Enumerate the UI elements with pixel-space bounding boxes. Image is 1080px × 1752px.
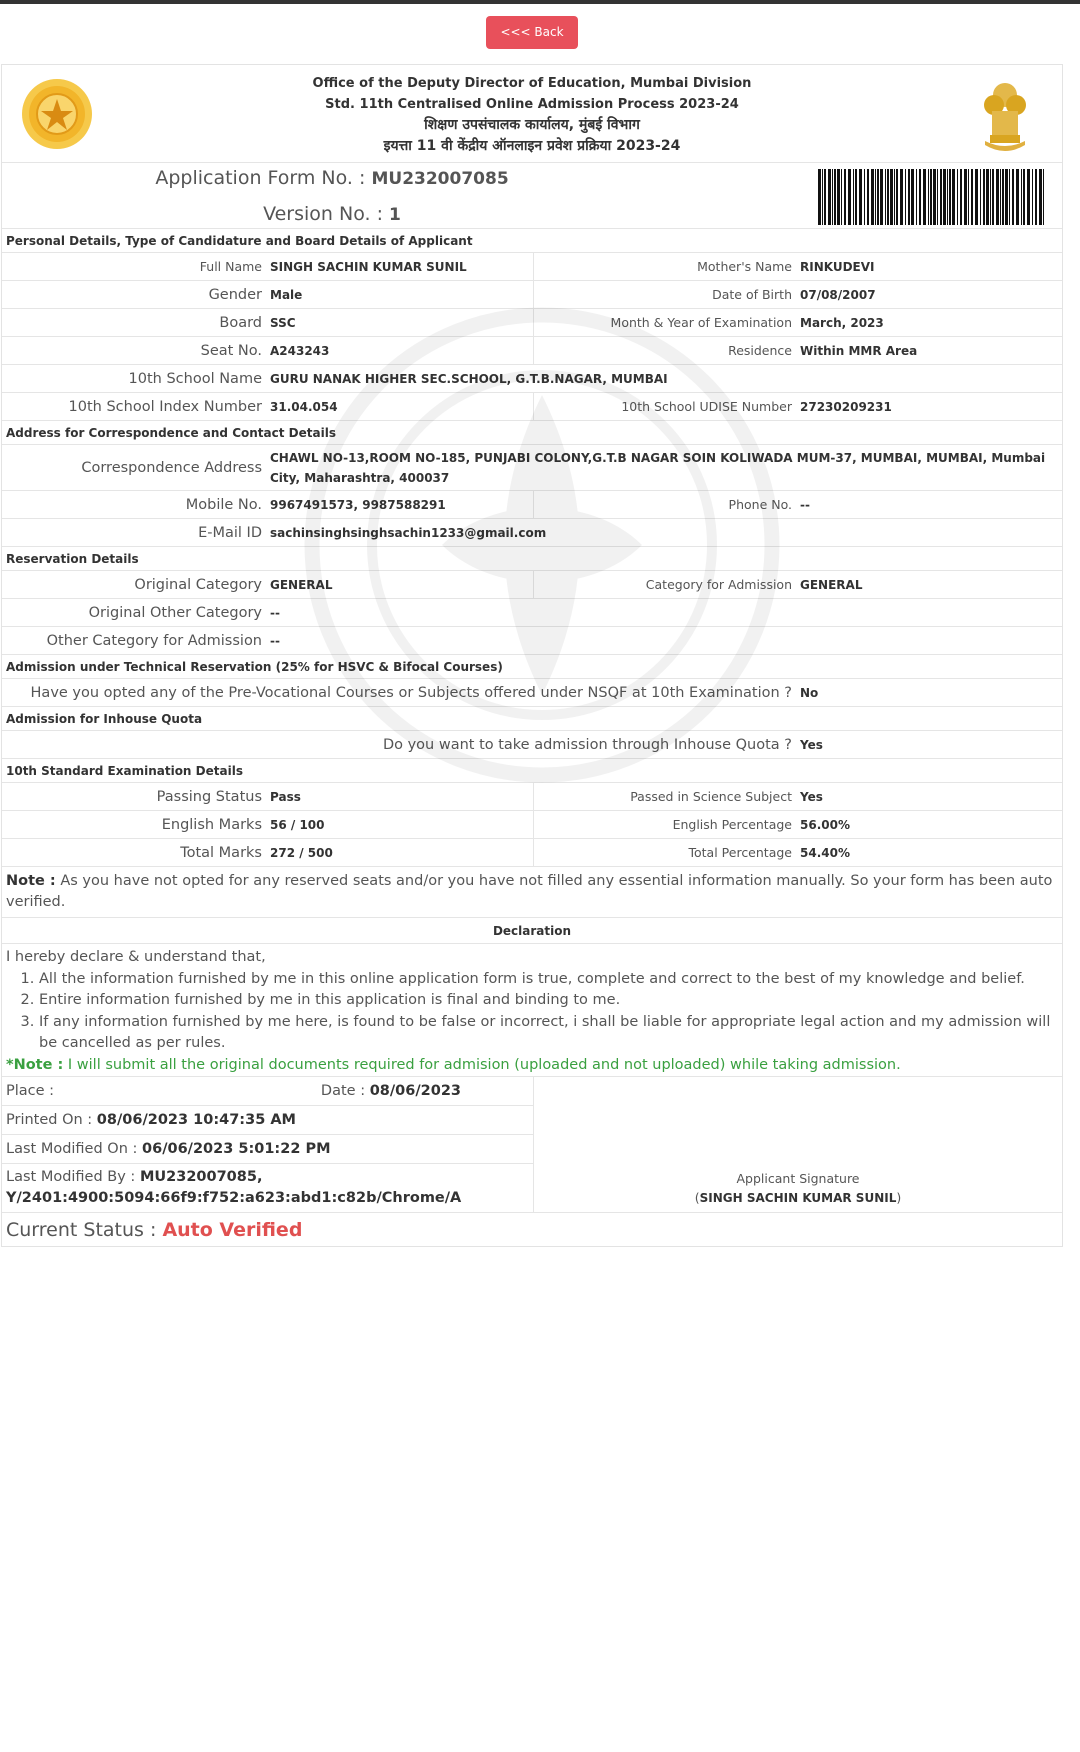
other-admission-label: Other Category for Admission [46,632,262,649]
declaration-list [6,969,1058,1055]
other-admission-value: -- [270,633,280,648]
section-technical: Admission under Technical Reservation (25% for HSVC & Bifocal Courses) [2,655,1062,679]
total-percentage-value: 54.40% [800,845,850,860]
note-label: Note : [6,873,56,889]
total-marks-label: Total Marks [180,844,262,861]
row-address [2,445,1062,491]
header-line-2: Std. 11th Centralised Online Admission Process 2023-24 [325,96,739,112]
english-percentage-value: 56.00% [800,817,850,832]
modified-by-label: Last Modified By : [6,1169,136,1185]
documents-note [6,1055,1058,1077]
back-bar [0,16,1064,49]
row-inhouse [2,731,1062,759]
mother-name-label: Mother's Name [697,259,792,274]
section-reservation: Reservation Details [2,547,1062,571]
mobile-value: 9967491573, 9987588291 [268,491,534,518]
gender-value: Male [268,281,534,308]
passing-status-value: Pass [268,783,534,810]
phone-value: -- [800,497,810,512]
original-other-category-label: Original Other Category [88,604,262,621]
row-school [2,365,1062,393]
row-index [2,393,1062,421]
full-name-label: Full Name [199,259,262,274]
auto-verified-note [2,867,1062,918]
original-other-category-value: -- [270,605,280,620]
signature-name: SINGH SACHIN KUMAR SUNIL [699,1191,897,1205]
date-label: Date : [320,1083,366,1099]
row-name [2,253,1062,281]
school-index-value: 31.04.054 [268,393,534,420]
dob-value: 07/08/2007 [800,287,876,302]
exam-month-label: Month & Year of Examination [610,315,792,330]
address-label: Correspondence Address [81,459,262,476]
status-label: Current Status : [6,1219,157,1241]
dob-label: Date of Birth [712,287,792,302]
gender-label: Gender [208,286,262,303]
residence-label: Residence [728,343,792,358]
udise-label: 10th School UDISE Number [621,399,792,414]
row-gender [2,281,1062,309]
place-date-row [2,1077,533,1106]
udise-value: 27230209231 [800,399,892,414]
original-category-label: Original Category [134,576,262,593]
nsqf-question: Have you opted any of the Pre-Vocational Courses or Subjects offered under NSQF at 10th Examination ? [30,684,792,701]
email-value: sachinsinghsinghsachin1233@gmail.com [270,525,547,540]
declaration-intro: I hereby declare & understand that, [6,949,266,965]
inhouse-answer: Yes [800,737,823,752]
declaration-body [2,944,1062,1076]
row-english [2,811,1062,839]
top-bar [0,0,1080,4]
declaration-title: Declaration [2,918,1062,944]
email-label: E-Mail ID [198,524,262,541]
barcode [818,169,1046,225]
phone-label: Phone No. [728,497,792,512]
declaration-item: 3. If any information furnished by me here, is found to be false or incorrect, i shall be liable for appropriate legal action and my admission will be cancelled as per rules. [39,1012,1058,1055]
header-line-4: इयत्ता 11 वी केंद्रीय ऑनलाइन प्रवेश प्रक्रिया 2023-24 [383,137,681,154]
row-other-category [2,599,1062,627]
seat-value: A243243 [268,337,534,364]
admission-category-value: GENERAL [800,577,863,592]
version-label: Version No. : [263,203,383,225]
national-emblem-icon [970,75,1040,155]
row-passing [2,783,1062,811]
residence-value: Within MMR Area [800,343,918,358]
row-category [2,571,1062,599]
modified-by-value-1: MU232007085, [139,1169,263,1185]
science-value: Yes [800,789,823,804]
form-no-label: Application Form No. : [155,167,366,189]
version-value: 1 [389,205,401,225]
modified-row [2,1135,533,1164]
section-address: Address for Correspondence and Contact Details [2,421,1062,445]
signature-open-paren: ( [694,1190,700,1205]
row-board [2,309,1062,337]
form-header [2,65,1062,163]
row-mobile [2,491,1062,519]
signature-label: Applicant Signature [736,1171,860,1186]
footer-block [2,1076,1062,1212]
back-button[interactable]: <<< Back [486,16,577,49]
english-percentage-label: English Percentage [672,817,792,832]
modified-by-row [2,1164,533,1212]
science-label: Passed in Science Subject [630,789,792,804]
admission-category-label: Category for Admission [645,577,792,592]
printed-value: 08/06/2023 10:47:35 AM [96,1112,296,1128]
place-label: Place : [6,1083,55,1099]
form-no-value: MU232007085 [371,169,509,189]
documents-note-text: I will submit all the original documents required for admision (uploaded and not uploaded) while taking admission. [67,1056,901,1073]
board-value: SSC [268,309,534,336]
documents-note-label: *Note : [6,1056,64,1073]
note-text: As you have not opted for any reserved seats and/or you have not filled any essential information manually. So your form has been auto verified. [6,873,1053,910]
modified-label: Last Modified On : [6,1141,138,1157]
modified-value: 06/06/2023 5:01:22 PM [142,1141,331,1157]
mobile-label: Mobile No. [185,496,262,513]
english-marks-label: English Marks [161,816,262,833]
current-status [2,1212,1062,1246]
row-technical [2,679,1062,707]
declaration-item: 2. Entire information furnished by me in this application is final and binding to me. [39,990,1058,1012]
total-percentage-label: Total Percentage [688,845,792,860]
row-other-admission [2,627,1062,655]
signature-area [534,1077,1062,1212]
school-name-label: 10th School Name [128,370,262,387]
passing-status-label: Passing Status [156,788,262,805]
board-label: Board [219,314,262,331]
row-email [2,519,1062,547]
exam-month-value: March, 2023 [800,315,884,330]
date-value: 08/06/2023 [369,1083,461,1099]
inhouse-question: Do you want to take admission through Inhouse Quota ? [382,736,792,753]
full-name-value: SINGH SACHIN KUMAR SUNIL [268,253,534,280]
school-index-label: 10th School Index Number [68,398,262,415]
header-line-3: शिक्षण उपसंचालक कार्यालय, मुंबई विभाग [424,117,640,133]
english-marks-value: 56 / 100 [268,811,534,838]
footer-details [2,1077,534,1212]
status-value: Auto Verified [162,1219,303,1241]
application-form [1,64,1063,1247]
total-marks-value: 272 / 500 [268,839,534,866]
header-line-1: Office of the Deputy Director of Education, Mumbai Division [312,76,752,91]
section-inhouse: Admission for Inhouse Quota [2,707,1062,731]
section-exam: 10th Standard Examination Details [2,759,1062,783]
nsqf-answer: No [800,685,819,700]
application-number-block [2,163,1062,229]
mother-name-value: RINKUDEVI [800,259,875,274]
address-value: CHAWL NO-13,ROOM NO-185, PUNJABI COLONY,G.T.B NAGAR SOIN KOLIWADA MUM-37, MUMBAI, MUMBAI, Mumbai City, Maharashtra, 400037 [270,450,1046,485]
signature-close-paren: ) [896,1190,902,1205]
modified-by-value-2: Y/2401:4900:5094:66f9:f752:a623:abd1:c82b/Chrome/A [6,1190,462,1206]
printed-row [2,1106,533,1135]
printed-label: Printed On : [6,1112,93,1128]
section-personal: Personal Details, Type of Candidature and Board Details of Applicant [2,229,1062,253]
original-category-value: GENERAL [268,571,534,598]
seat-label: Seat No. [200,342,262,359]
declaration-item: 1. All the information furnished by me in this online application form is true, complete and correct to the best of my knowledge and belief. [39,969,1058,991]
school-name-value: GURU NANAK HIGHER SEC.SCHOOL, G.T.B.NAGAR, MUMBAI [270,371,668,386]
row-total [2,839,1062,867]
row-seat [2,337,1062,365]
